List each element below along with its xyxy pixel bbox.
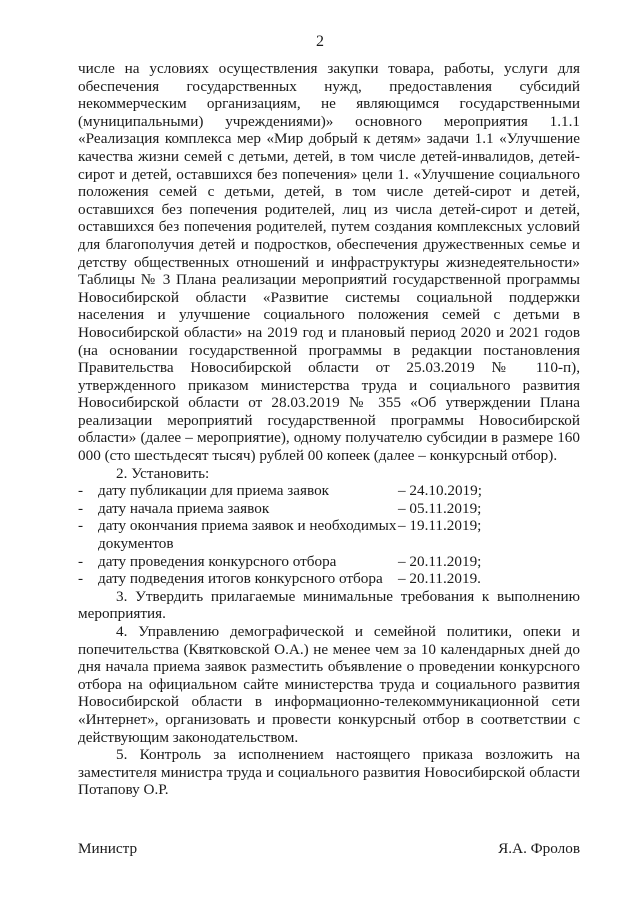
page-number: 2 [316, 33, 324, 50]
date-item-selection [78, 553, 580, 571]
date-value: – 20.11.2019. [398, 570, 481, 588]
date-label: дату публикации для приема заявок [98, 482, 330, 500]
date-item-results [78, 570, 580, 588]
item-3-paragraph: 3. Утвердить прилагаемые минимальные требования к выполнению мероприятия. [78, 587, 580, 623]
date-value: – 05.11.2019; [398, 499, 482, 517]
signatory-name: Я.А. Фролов [498, 840, 580, 857]
date-label: дату окончания приема заявок и необходимых документов [98, 517, 397, 553]
item-5-paragraph: 5. Контроль за исполнением настоящего приказа возложить на заместителя министра труда и социального развития Новосибирской области Потапову О.Р. [78, 746, 580, 799]
paragraph-1: числе на условиях осуществления закупки товара, работы, услуги для обеспечения государственных нужд, предоставления субсидий некоммерческим организациям, не являющимся государственными (муниципальными) учреждениями)» основного мероприятия 1.1.1 «Реализация комплекса мер «Мир добрый к детям» задачи 1.1 «Улучшение качества жизни семей с детьми, детей, в том числе детей-инвалидов, детей-сирот и детей, оставшихся без попечения» цели 1. «Улучшение социального положения семей с детьми, детей, в том числе детей-сирот и детей, оставшихся без попечения родителей, лиц из числа детей-сирот и детей, оставшихся без попечения родителей, путем создания комплексных условий для благополучия детей и подростков, обеспечения дружественных семье и детству общественных отношений и инфраструктуры жизнедеятельности» Таблицы № 3 Плана реализации мероприятий государственной программы Новосибирской области «Развитие системы социальной поддержки населения и улучшение социального положения семей с детьми в Новосибирской области» на 2019 год и плановый период 2020 и 2021 годов (на основании государственной программы в редакции постановления Правительства Новосибирской области от 25.03.2019 № 110-п), утвержденного приказом министерства труда и социального развития Новосибирской области от 28.03.2019 № 355 «Об утверждении Плана реализации мероприятий государственной программы Новосибирской области» (далее – мероприятие), одному получателю субсидии в размере 160 000 (сто шестьдесят тысяч) рублей 00 копеек (далее – конкурсный отбор). [78, 60, 580, 465]
item-4-paragraph: 4. Управлению демографической и семейной политики, опеки и попечительства (Квятковской О.А.) не менее чем за 10 календарных дней до дня начала приема заявок разместить объявление о проведении конкурсного отбора на официальном сайте министерства труда и социального развития Новосибирской области в информационно-телекоммуникационной сети «Интернет», организовать и провести конкурсный отбор в соответствии с действующим законодательством. [78, 623, 580, 746]
list-dash: - [78, 552, 84, 570]
list-dash: - [78, 499, 84, 517]
list-dash: - [78, 570, 84, 588]
date-item-publication [78, 482, 580, 500]
date-label: дату проведения конкурсного отбора [98, 552, 337, 570]
dates-list [78, 482, 580, 588]
list-dash: - [78, 482, 84, 500]
document-body [78, 60, 580, 799]
date-label: дату подведения итогов конкурсного отбора [98, 570, 383, 588]
signature-block [78, 840, 580, 858]
date-item-start [78, 500, 580, 518]
date-value: – 24.10.2019; [398, 482, 482, 500]
signatory-position: Министр [78, 840, 138, 857]
list-dash: - [78, 517, 84, 535]
item-2-heading: 2. Установить: [116, 464, 210, 482]
date-item-end [78, 517, 580, 552]
date-value: – 20.11.2019; [398, 552, 482, 570]
date-value: – 19.11.2019; [398, 517, 482, 535]
date-label: дату начала приема заявок [98, 499, 270, 517]
